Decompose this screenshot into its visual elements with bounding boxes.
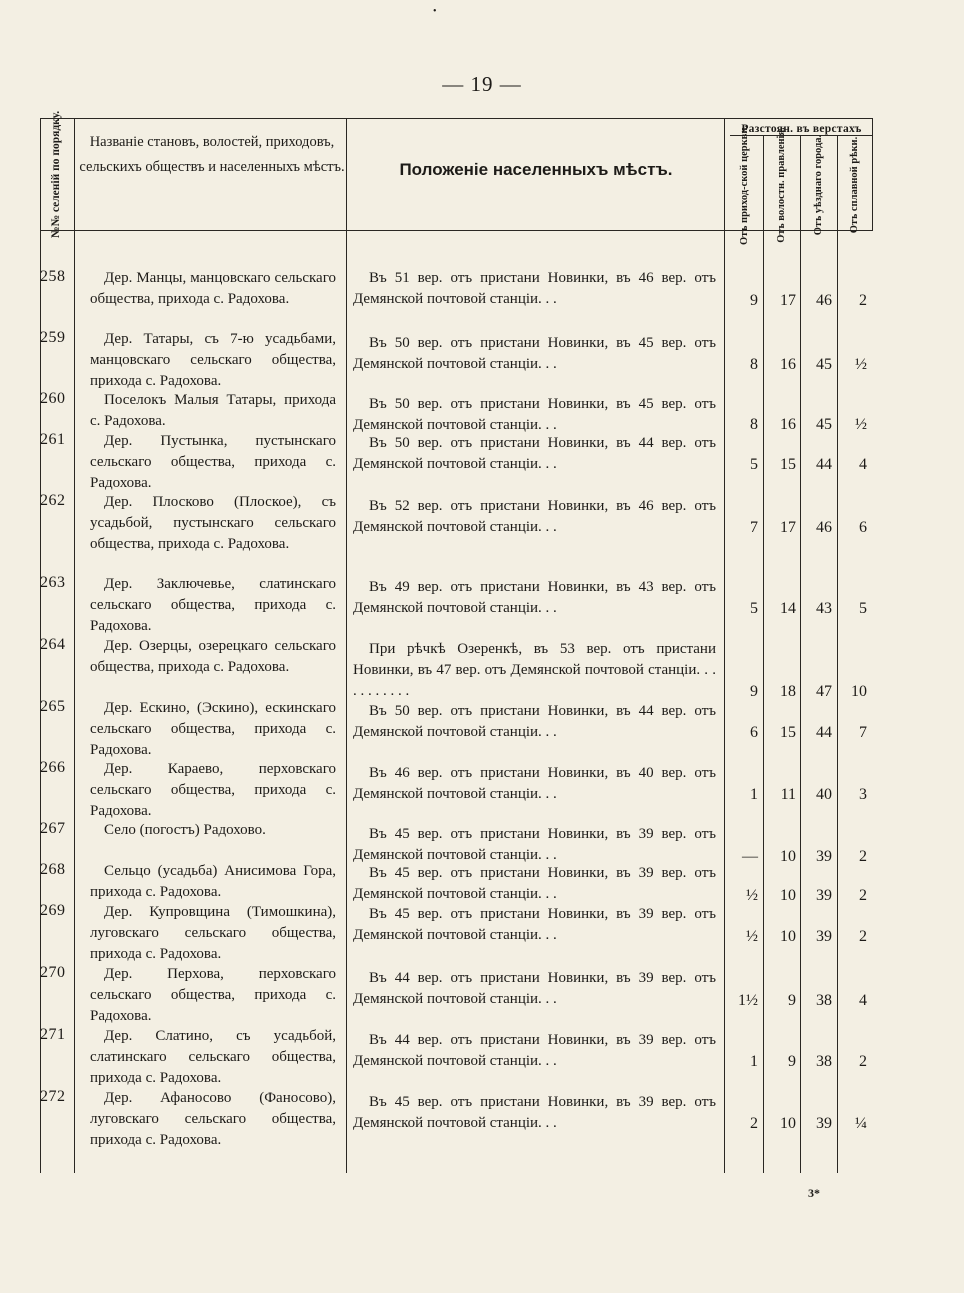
settlements-table <box>40 110 873 1173</box>
row-position: Въ 45 вер. отъ пристани Новинки, въ 39 вер. отъ Демянской почтовой станціи. . . <box>353 906 716 943</box>
row-dist-river: 5 <box>859 600 867 617</box>
row-dist-town: 46 <box>816 292 832 309</box>
row-number: 262 <box>40 492 66 509</box>
row-name: Дер. Купровщина (Тимошкина), луговскаго сельскаго общества, прихода с. Радохова. <box>90 904 336 962</box>
row-name: Сельцо (усадьба) Анисимова Гора, прихода с. Радохова. <box>90 863 336 900</box>
header-dist-volost <box>764 127 800 243</box>
row-number: 259 <box>40 329 66 346</box>
row-position: Въ 45 вер. отъ пристани Новинки, въ 39 вер. отъ Демянской почтовой станціи. . . <box>353 865 716 902</box>
row-name: Село (погостъ) Радохово. <box>104 822 266 838</box>
row-position: Въ 44 вер. отъ пристани Новинки, въ 39 вер. отъ Демянской почтовой станціи. . . <box>353 1032 716 1069</box>
row-dist-volost: 17 <box>780 519 796 536</box>
position-col-rule <box>724 118 725 1173</box>
row-number: 261 <box>40 431 66 448</box>
row-dist-town: 39 <box>816 887 832 904</box>
row-dist-river: 10 <box>851 683 867 700</box>
row-name: Дер. Перхова, перховскаго сельскаго общества, прихода с. Радохова. <box>90 966 336 1024</box>
row-number: 271 <box>40 1026 66 1043</box>
row-dist-volost: 16 <box>780 416 796 433</box>
row-dist-town: 44 <box>816 456 832 473</box>
row-dist-town: 39 <box>816 928 832 945</box>
row-dist-river: ½ <box>855 416 867 433</box>
row-dist-church: ½ <box>746 928 758 945</box>
row-dist-volost: 11 <box>780 786 796 803</box>
row-dist-church: 7 <box>750 519 758 536</box>
row-number: 260 <box>40 390 66 407</box>
row-number: 267 <box>40 820 66 837</box>
row-dist-river: 2 <box>859 848 867 865</box>
row-position: Въ 52 вер. отъ пристани Новинки, въ 46 вер. отъ Демянской почтовой станціи. . . <box>353 498 716 535</box>
row-dist-volost: 9 <box>788 1053 796 1070</box>
row-dist-church: 1 <box>750 1053 758 1070</box>
row-dist-volost: 10 <box>780 928 796 945</box>
row-name: Дер. Заключевье, слатинскаго сельскаго общества, прихода с. Радохова. <box>90 576 336 634</box>
row-dist-river: ½ <box>855 356 867 373</box>
row-dist-river: 2 <box>859 928 867 945</box>
row-number: 269 <box>40 902 66 919</box>
row-dist-volost: 9 <box>788 992 796 1009</box>
row-name: Дер. Пустынка, пустынскаго сельскаго общества, прихода с. Радохова. <box>90 433 336 491</box>
row-dist-town: 47 <box>816 683 832 700</box>
row-position: Въ 46 вер. отъ пристани Новинки, въ 40 вер. отъ Демянской почтовой станціи. . . <box>353 765 716 802</box>
header-dist-river-label: Отъ сплавной рѣки. <box>849 136 860 234</box>
row-position: Въ 50 вер. отъ пристани Новинки, въ 45 вер. отъ Демянской почтовой станціи. . . <box>353 396 716 433</box>
row-name: Дер. Слатино, съ усадьбой, слатинскаго сельскаго общества, прихода с. Радохова. <box>90 1028 336 1086</box>
row-position: Въ 45 вер. отъ пристани Новинки, въ 39 вер. отъ Демянской почтовой станціи. . . <box>353 826 716 863</box>
row-dist-town: 38 <box>816 992 832 1009</box>
header-distance-group: Разстоян. въ верстахъ <box>741 123 862 135</box>
row-dist-church: — <box>742 848 758 865</box>
row-position: Въ 50 вер. отъ пристани Новинки, въ 44 вер. отъ Демянской почтовой станціи. . . <box>353 435 716 472</box>
row-number: 263 <box>40 574 66 591</box>
header-name: Названіе становъ, волостей, приходовъ, сельскихъ обществъ и населенныхъ мѣстъ. <box>79 134 345 175</box>
row-position: Въ 51 вер. отъ пристани Новинки, въ 46 вер. отъ Демянской почтовой станціи. . . <box>353 270 716 307</box>
row-dist-river: 6 <box>859 519 867 536</box>
row-dist-church: 2 <box>750 1115 758 1132</box>
row-dist-volost: 10 <box>780 887 796 904</box>
row-dist-church: 8 <box>750 356 758 373</box>
header-dist-church <box>728 124 762 246</box>
row-dist-river: 2 <box>859 1053 867 1070</box>
row-dist-town: 39 <box>816 848 832 865</box>
table-top-rule <box>40 118 873 119</box>
row-position: При рѣчкѣ Озеренкѣ, въ 53 вер. отъ пристани Новинки, въ 47 вер. отъ Демянской почтовой станціи. . . . . . . . . . . <box>353 641 716 699</box>
header-num <box>42 110 72 238</box>
row-dist-town: 39 <box>816 1115 832 1132</box>
row-dist-volost: 15 <box>780 724 796 741</box>
sheet-mark: 3* <box>808 1186 820 1200</box>
row-name: Дер. Озерцы, озерецкаго сельскаго общества, прихода с. Радохова. <box>90 638 336 675</box>
row-name: Дер. Афаносово (Фаносово), луговскаго сельскаго общества, прихода с. Радохова. <box>90 1090 336 1148</box>
header-num-label: №№ селеній по порядку. <box>50 110 63 238</box>
row-dist-volost: 16 <box>780 356 796 373</box>
row-dist-volost: 10 <box>780 848 796 865</box>
row-dist-volost: 14 <box>780 600 796 617</box>
row-position: Въ 45 вер. отъ пристани Новинки, въ 39 вер. отъ Демянской почтовой станціи. . . <box>353 1094 716 1131</box>
row-dist-river: 2 <box>859 292 867 309</box>
row-number: 258 <box>40 268 66 285</box>
row-dist-church: 8 <box>750 416 758 433</box>
row-number: 264 <box>40 636 66 653</box>
row-position: Въ 44 вер. отъ пристани Новинки, въ 39 вер. отъ Демянской почтовой станціи. . . <box>353 970 716 1007</box>
header-dist-volost-label: Отъ волостн. правленія. <box>776 127 788 243</box>
row-dist-church: 6 <box>750 724 758 741</box>
row-name: Дер. Татары, съ 7-ю усадьбами, манцовскаго сельскаго общества, прихода с. Радохова. <box>90 331 336 389</box>
row-dist-river: 3 <box>859 786 867 803</box>
row-dist-volost: 17 <box>780 292 796 309</box>
row-name: Дер. Плосково (Плоское), съ усадьбой, пустынскаго сельскаго общества, прихода с. Радохова. <box>90 494 336 552</box>
row-dist-town: 45 <box>816 356 832 373</box>
row-dist-town: 43 <box>816 600 832 617</box>
row-dist-church: 5 <box>750 600 758 617</box>
row-dist-river: 2 <box>859 887 867 904</box>
row-dist-volost: 18 <box>780 683 796 700</box>
row-dist-volost: 10 <box>780 1115 796 1132</box>
header-dist-church-label: Отъ приход-ской церкви. <box>739 124 750 246</box>
row-dist-river: 4 <box>859 992 867 1009</box>
row-number: 266 <box>40 759 66 776</box>
row-dist-church: ½ <box>746 887 758 904</box>
row-name: Дер. Караево, перховскаго сельскаго общества, прихода с. Радохова. <box>90 761 336 819</box>
top-mark: • <box>433 6 437 17</box>
row-dist-river: ¼ <box>855 1115 867 1132</box>
row-dist-church: 1 <box>750 786 758 803</box>
row-number: 272 <box>40 1088 66 1105</box>
row-dist-town: 45 <box>816 416 832 433</box>
row-dist-church: 9 <box>750 292 758 309</box>
row-dist-church: 1½ <box>738 992 758 1009</box>
row-position: Въ 49 вер. отъ пристани Новинки, въ 43 вер. отъ Демянской почтовой станціи. . . <box>353 579 716 616</box>
row-dist-town: 46 <box>816 519 832 536</box>
header-dist-river <box>838 136 872 234</box>
row-number: 265 <box>40 698 66 715</box>
row-dist-river: 7 <box>859 724 867 741</box>
row-position: Въ 50 вер. отъ пристани Новинки, въ 45 вер. отъ Демянской почтовой станціи. . . <box>353 335 716 372</box>
row-name: Поселокъ Малыя Татары, прихода с. Радохова. <box>90 392 336 429</box>
row-name: Дер. Манцы, манцовскаго сельскаго общества, прихода с. Радохова. <box>90 270 336 307</box>
header-dist-town-label: Отъ уѣзднаго города. <box>813 134 825 236</box>
row-name: Дер. Ескино, (Эскино), ескинскаго сельскаго общества, прихода с. Радохова. <box>90 700 336 758</box>
row-dist-town: 38 <box>816 1053 832 1070</box>
row-dist-town: 40 <box>816 786 832 803</box>
row-position: Въ 50 вер. отъ пристани Новинки, въ 44 вер. отъ Демянской почтовой станціи. . . <box>353 703 716 740</box>
row-dist-church: 5 <box>750 456 758 473</box>
row-dist-river: 4 <box>859 456 867 473</box>
row-dist-town: 44 <box>816 724 832 741</box>
header-dist-town <box>801 134 837 236</box>
row-dist-volost: 15 <box>780 456 796 473</box>
row-number: 268 <box>40 861 66 878</box>
row-number: 270 <box>40 964 66 981</box>
name-col-rule <box>346 118 347 1173</box>
page-number: — 19 — <box>442 72 522 96</box>
row-dist-church: 9 <box>750 683 758 700</box>
header-position: Положеніе населенныхъ мѣстъ. <box>399 160 673 179</box>
